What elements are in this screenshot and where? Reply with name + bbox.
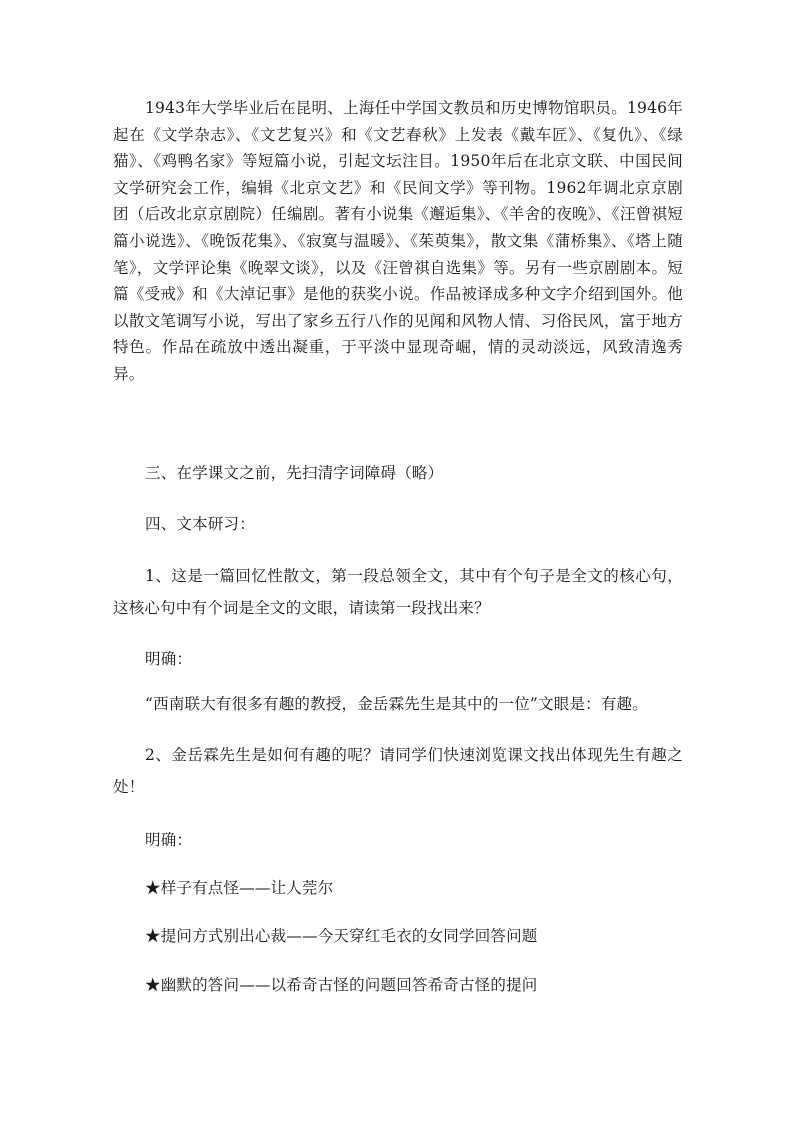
section-3-heading: 三、在学课文之前，先扫清字词障碍（略）: [145, 464, 444, 482]
intro-paragraph: 1943年大学毕业后在昆明、上海任中学国文教员和历史博物馆职员。1946年起在《文学杂志》、《文艺复兴》和《文艺春秋》上发表《戴车匠》、《复仇》、《绿猫》、《鸡鸭名家》等短篇小说，引起文坛注目。1950年后在北京文联、中国民间文学研究会工作，编辑《北京文艺》和《民间文学》等刊物。1962年调北京京剧团（后改北京京剧院）任编剧。著有小说集《邂逅集》、《羊舍的夜晚》、《汪曾祺短篇小说选》、《晚饭花集》、《寂寞与温暖》、《茱萸集》，散文集《蒲桥集》、《塔上随笔》，文学评论集《晚翠文谈》，以及《汪曾祺自选集》等。另有一些京剧剧本。短篇《受戒》和《大淖记事》是他的获奖小说。作品被译成多种文字介绍到国外。他以散文笔调写小说，写出了家乡五行八作的见闻和风物人情、习俗民风，富于地方特色。作品在疏放中透出凝重，于平淡中显现奇崛，情的灵动淡远，风致清逸秀异。: [113, 99, 683, 383]
bullet-item: ★样子有点怪——让人莞尔: [145, 879, 334, 897]
bullet-item: ★幽默的答问——以希奇古怪的问题回答希奇古怪的提问: [145, 976, 538, 994]
question-2: 2、金岳霖先生是如何有趣的呢？请同学们快速浏览课文找出体现先生有趣之处！: [113, 746, 683, 796]
question-1: 1、这是一篇回忆性散文，第一段总领全文，其中有个句子是全文的核心句，这核心句中有个词是全文的文眼，请读第一段找出来？: [113, 567, 683, 617]
answer-label-2: 明确：: [145, 831, 193, 849]
answer-label-1: 明确：: [145, 650, 193, 668]
section-4-heading: 四、文本研习：: [145, 515, 255, 533]
bullet-item: ★提问方式别出心裁——今天穿红毛衣的女同学回答问题: [145, 927, 538, 945]
answer-1: “西南联大有很多有趣的教授，金岳霖先生是其中的一位”文眼是：有趣。: [145, 695, 648, 713]
